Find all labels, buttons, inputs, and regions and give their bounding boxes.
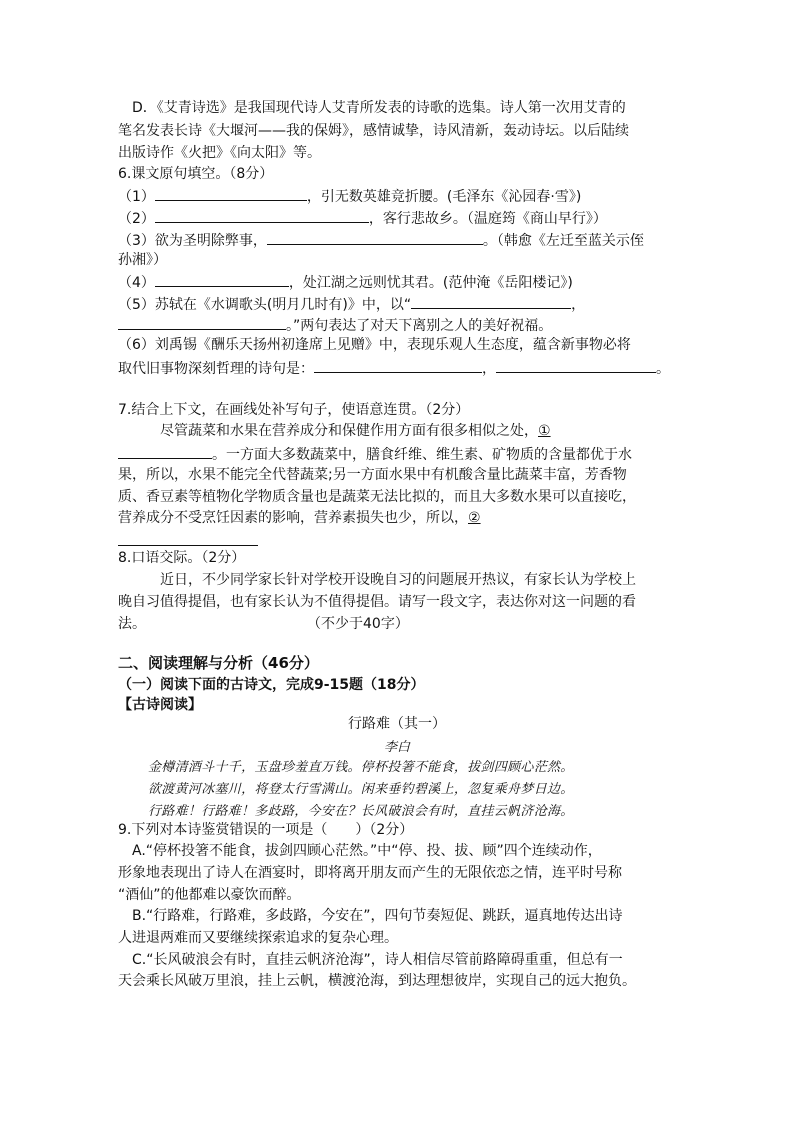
q5-option-d-line2: 笔名发表长诗《大堰河——我的保姆》，感情诚挚，诗风清新，轰动诗坛。以后陆续 [118,123,629,139]
q9-option-c-line2: 天会乘长风破万里浪，挂上云帆，横渡沧海，到达理想彼岸，实现自己的远大抱负。 [118,973,636,989]
q7-text2: 。一方面大多数蔬菜中，膳食纤维、维生素、矿物质的含量都优于水 [212,447,632,463]
q6-item4 [118,271,573,293]
q6-item2-blank[interactable] [155,207,369,223]
poem-line2: 欲渡黄河冰塞川，将登太行雪满山。闲来垂钓碧溪上，忽复乘舟梦日边。 [148,782,574,797]
q6-item5-text: （5）苏轼在《水调歌头(明月几时有)》中，以“ [118,297,412,313]
q7-text5: 营养成分不受烹饪因素的影响，营养素损失也少，所以， [118,510,468,526]
q6-item5-tail: 。”两句表达了对天下离别之人的美好祝福。 [286,318,553,334]
q6-item2-number: （2） [118,211,155,227]
q6-item1-source: ，引无数英雄竞折腰。(毛泽东《沁园春·雪》) [306,189,582,205]
q7-line4: 质、香豆素等植物化学物质含量也是蔬菜无法比拟的，而且大多数水果可以直接吃， [118,489,636,505]
q7-marker2: ② [468,510,481,526]
q9-option-a-line3: “酒仙”的他都难以豪饮而醉。 [118,887,301,903]
poem-line3: 行路难！行路难！多歧路，今安在？长风破浪会有时，直挂云帆济沧海。 [148,804,574,819]
q6-item3-line2: 孙湘》） [118,252,167,268]
q7-marker1: ① [538,423,551,439]
section2-subtitle: （一）阅读下面的古诗文，完成9-15题（18分） [118,677,425,693]
q6-item4-blank[interactable] [155,271,289,287]
q6-item6-blank1[interactable] [314,357,482,373]
section2-title: 二、阅读理解与分析（46分） [118,654,319,672]
q7-line1 [160,421,551,441]
q9-option-a-line1: A.“停杯投箸不能食，拔剑四顾心茫然。”中“停、投、拔、顾”四个连续动作， [132,843,602,859]
q8-line1: 近日，不少同学家长针对学校开设晚自习的问题展开热议，有家长认为学校上 [160,572,636,588]
q9-option-b-line1: B.“行路难，行路难，多歧路，今安在”，四句节奏短促、跳跃，逼真地传达出诗 [132,908,623,924]
q6-item5 [118,293,585,315]
poem-author: 李白 [383,740,410,755]
q6-item3 [118,229,644,251]
q8-word-limit: （不少于40字） [314,616,409,632]
q6-item4-number: （4） [118,275,155,291]
q7-blank2[interactable] [118,530,258,546]
q8-line3 [118,614,409,634]
q6-item3-source: 。（韩愈《左迁至蓝关示侄 [482,233,644,249]
q9-option-b-line2: 人进退两难而又要继续探索追求的复杂心理。 [118,930,398,946]
q6-item6-blank2[interactable] [496,357,656,373]
q6-item3-text: （3）欲为圣明除弊事， [118,233,267,249]
q6-item6-end: 。 [656,361,670,377]
q6-item5-line2 [118,314,552,336]
poem-line1: 金樽清酒斗十千，玉盘珍羞直万钱。停杯投箸不能食，拔剑四顾心茫然。 [148,760,574,775]
q6-item4-source: ，处江湖之远则忧其君。(范仲淹《岳阳楼记》) [288,275,573,291]
q6-item1-blank[interactable] [155,185,307,201]
q6-item5-blank2[interactable] [118,314,286,330]
q6-item2-source: ，客行悲故乡。（温庭筠《商山早行》） [368,211,607,227]
poem-title: 行路难（其一） [348,716,446,732]
q6-item2 [118,207,607,229]
q6-item6-comma: ， [482,361,496,377]
q9-title: 9.下列对本诗鉴赏错误的一项是（ ）（2分） [118,822,414,838]
q6-item5-blank1[interactable] [411,293,571,309]
q9-option-c-line1: C.“长风破浪会有时，直挂云帆济沧海”，诗人相信尽管前路障碍重重，但总有一 [132,952,623,968]
q8-line2: 晚自习值得提倡，也有家长认为不值得提倡。请写一段文字，表达你对这一问题的看 [118,594,636,610]
q7-line3: 果，所以，水果不能完全代替蔬菜;另一方面水果中有机酸含量比蔬菜丰富，芳香物 [118,467,627,483]
q9-option-a-line2: 形象地表现出了诗人在酒宴时，即将离开朋友而产生的无限依恋之情，连平时号称 [118,865,622,881]
q6-item1 [118,185,581,207]
q6-item6-line1: （6）刘禹锡《酬乐天扬州初逢席上见赠》中，表现乐观人生态度，蕴含新事物必将 [118,337,631,353]
q6-item5-comma: ， [571,297,586,313]
q5-option-d-line1: D．《艾青诗选》是我国现代诗人艾青所发表的诗歌的选集。诗人第一次用艾青的 [132,100,626,116]
section2-tag: 【古诗阅读】 [118,697,202,713]
q6-title: 6.课文原句填空。（8分） [118,166,274,182]
q5-option-d-line3: 出版诗作《火把》《向太阳》等。 [118,145,321,161]
q6-item6-line2 [118,357,670,379]
q7-title: 7.结合上下文，在画线处补写句子，使语意连贯。（2分） [118,402,470,418]
q6-item6-text: 取代旧事物深刻哲理的诗句是： [118,361,314,377]
q6-item3-blank[interactable] [267,229,483,245]
q8-text3: 法。 [118,616,146,632]
q7-blank1[interactable] [118,443,212,459]
q8-title: 8.口语交际。（2分） [118,550,246,566]
q6-item1-number: （1） [118,189,155,205]
q7-text1: 尽管蔬菜和水果在营养成分和保健作用方面有很多相似之处， [160,423,538,439]
q7-line5 [118,508,481,528]
q7-line2 [118,443,632,465]
